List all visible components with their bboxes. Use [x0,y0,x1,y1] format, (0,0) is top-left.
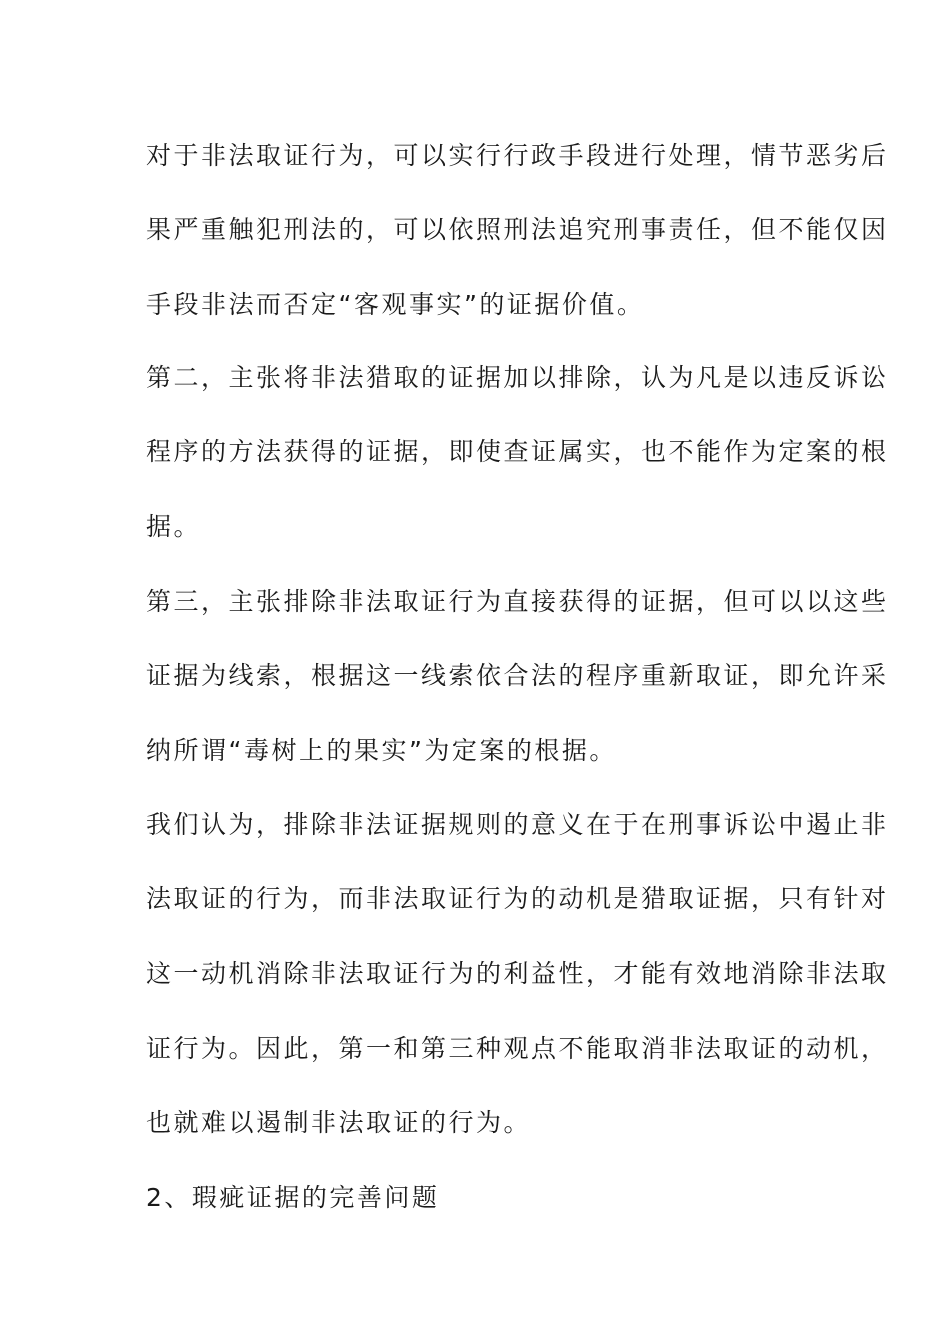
text-line: 证据为线索，根据这一线索依合法的程序重新取证，即允许采 [146,661,889,690]
section-heading: 2、瑕疵证据的完善问题 [146,1183,440,1212]
text-line: 据。 [146,512,202,541]
text-line: 手段非法而否定“客观事实”的证据价值。 [146,290,645,319]
text-line: 对于非法取证行为，可以实行行政手段进行处理，情节恶劣后 [146,141,889,170]
text-line: 第三，主张排除非法取证行为直接获得的证据，但可以以这些 [146,587,889,616]
text-line: 我们认为，排除非法证据规则的意义在于在刑事诉讼中遏止非 [146,810,889,839]
text-line: 证行为。因此，第一和第三种观点不能取消非法取证的动机， [146,1034,889,1063]
text-line: 法取证的行为，而非法取证行为的动机是猎取证据，只有针对 [146,884,889,913]
text-line: 程序的方法获得的证据，即使查证属实，也不能作为定案的根 [146,437,889,466]
text-line: 这一动机消除非法取证行为的利益性，才能有效地消除非法取 [146,959,889,988]
text-line: 也就难以遏制非法取证的行为。 [146,1108,532,1137]
text-line: 第二，主张将非法猎取的证据加以排除，认为凡是以违反诉讼 [146,363,889,392]
text-line: 纳所谓“毒树上的果实”为定案的根据。 [146,736,617,765]
text-line: 果严重触犯刑法的，可以依照刑法追究刑事责任，但不能仅因 [146,215,889,244]
